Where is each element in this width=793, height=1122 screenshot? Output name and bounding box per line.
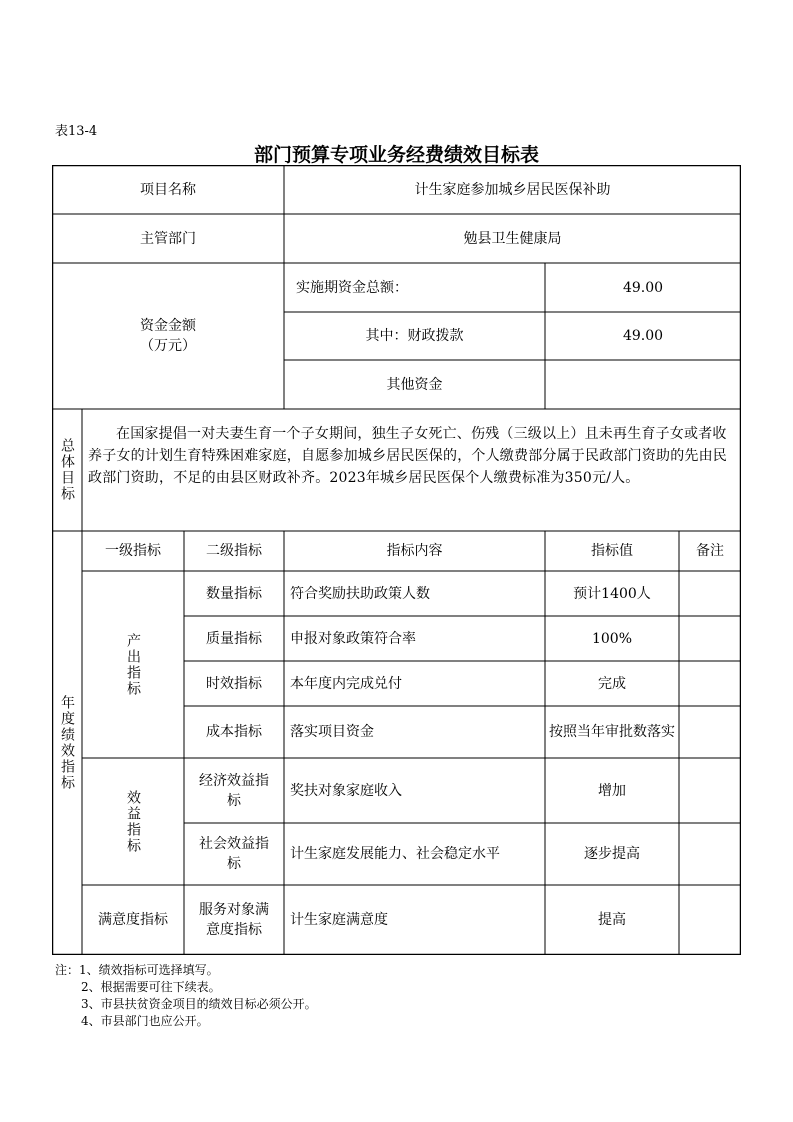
- project-name-value: 计生家庭参加城乡居民医保补助: [414, 181, 611, 198]
- content-cell: 计生家庭满意度: [290, 912, 388, 928]
- content-cell: 符合奖励扶助政策人数: [290, 585, 430, 602]
- header-level2: 二级指标: [206, 543, 262, 559]
- header-level1: 一级指标: [105, 543, 161, 559]
- department-value: 勉县卫生健康局: [463, 230, 562, 247]
- note-1: 注：1、绩效指标可选择填写。: [55, 963, 219, 977]
- table-number: 表13-4: [55, 124, 98, 139]
- level1-output: 产出指标: [125, 632, 141, 697]
- performance-table: [52, 165, 741, 955]
- note-2: 2、根据需要可往下续表。: [81, 980, 221, 994]
- goal-label: 总体目标: [59, 438, 75, 502]
- level2-cell: 时效指标: [206, 675, 262, 692]
- header-content: 指标内容: [386, 543, 443, 559]
- content-cell: 计生家庭发展能力、社会稳定水平: [290, 846, 500, 862]
- funds-total-label: 实施期资金总额：: [296, 279, 408, 296]
- level2-cell: 服务对象满意度指标: [199, 902, 269, 938]
- level2-cell: 社会效益指标: [199, 836, 269, 872]
- level2-cell: 成本指标: [206, 724, 262, 740]
- indicators-section-label: 年度绩效指标: [59, 695, 75, 791]
- goal-text: 在国家提倡一对夫妻生育一个子女期间，独生子女死亡、伤残（三级以上）且未再生育子女或者收养子女的计划生育特殊困难家庭，自愿参加城乡居民医保的，个人缴费部分属于民政部门资助的先由民政部门资助，不足的由县区财政补齐。2023年城乡居民医保个人缴费标准为350元/人。: [88, 426, 727, 486]
- header-note: 备注: [696, 543, 724, 559]
- level1-benefit: 效益指标: [125, 789, 141, 854]
- funds-label-block: [52, 263, 284, 409]
- project-name-label: 项目名称: [140, 181, 196, 198]
- level1-satisfaction: 满意度指标: [98, 912, 168, 928]
- funds-unit: （万元）: [140, 338, 196, 354]
- funds-fiscal-value: 49.00: [622, 328, 664, 344]
- note-3: 3、市县扶贫资金项目的绩效目标必须公开。: [81, 997, 317, 1011]
- content-cell: 落实项目资金: [290, 724, 374, 740]
- funds-other-label: 其他资金: [386, 376, 443, 393]
- header-value: 指标值: [591, 543, 633, 559]
- funds-total-value: 49.00: [622, 279, 664, 296]
- content-cell: 本年度内完成兑付: [290, 675, 402, 692]
- content-cell: 申报对象政策符合率: [290, 630, 416, 647]
- footnotes: [55, 962, 317, 1030]
- level2-cell: 数量指标: [206, 585, 262, 602]
- value-cell: 100%: [591, 630, 633, 647]
- content-cell: 奖扶对象家庭收入: [290, 782, 402, 799]
- value-cell: 逐步提高: [584, 846, 640, 862]
- department-label: 主管部门: [140, 230, 196, 247]
- value-cell: 按照当年审批数落实: [549, 724, 675, 740]
- level2-cell: 经济效益指标: [199, 772, 269, 809]
- funds-label: 资金金额: [140, 318, 196, 334]
- value-cell: 增加: [598, 782, 626, 799]
- note-4: 4、市县部门也应公开。: [81, 1014, 209, 1028]
- funds-other-value: [545, 360, 741, 409]
- value-cell: 完成: [598, 675, 626, 692]
- value-cell: 预计1400人: [573, 585, 651, 602]
- page-title: 部门预算专项业务经费绩效目标表: [253, 144, 539, 166]
- level2-cell: 质量指标: [206, 630, 262, 647]
- funds-fiscal-label: 其中：财政拨款: [365, 328, 464, 344]
- value-cell: 提高: [598, 912, 626, 928]
